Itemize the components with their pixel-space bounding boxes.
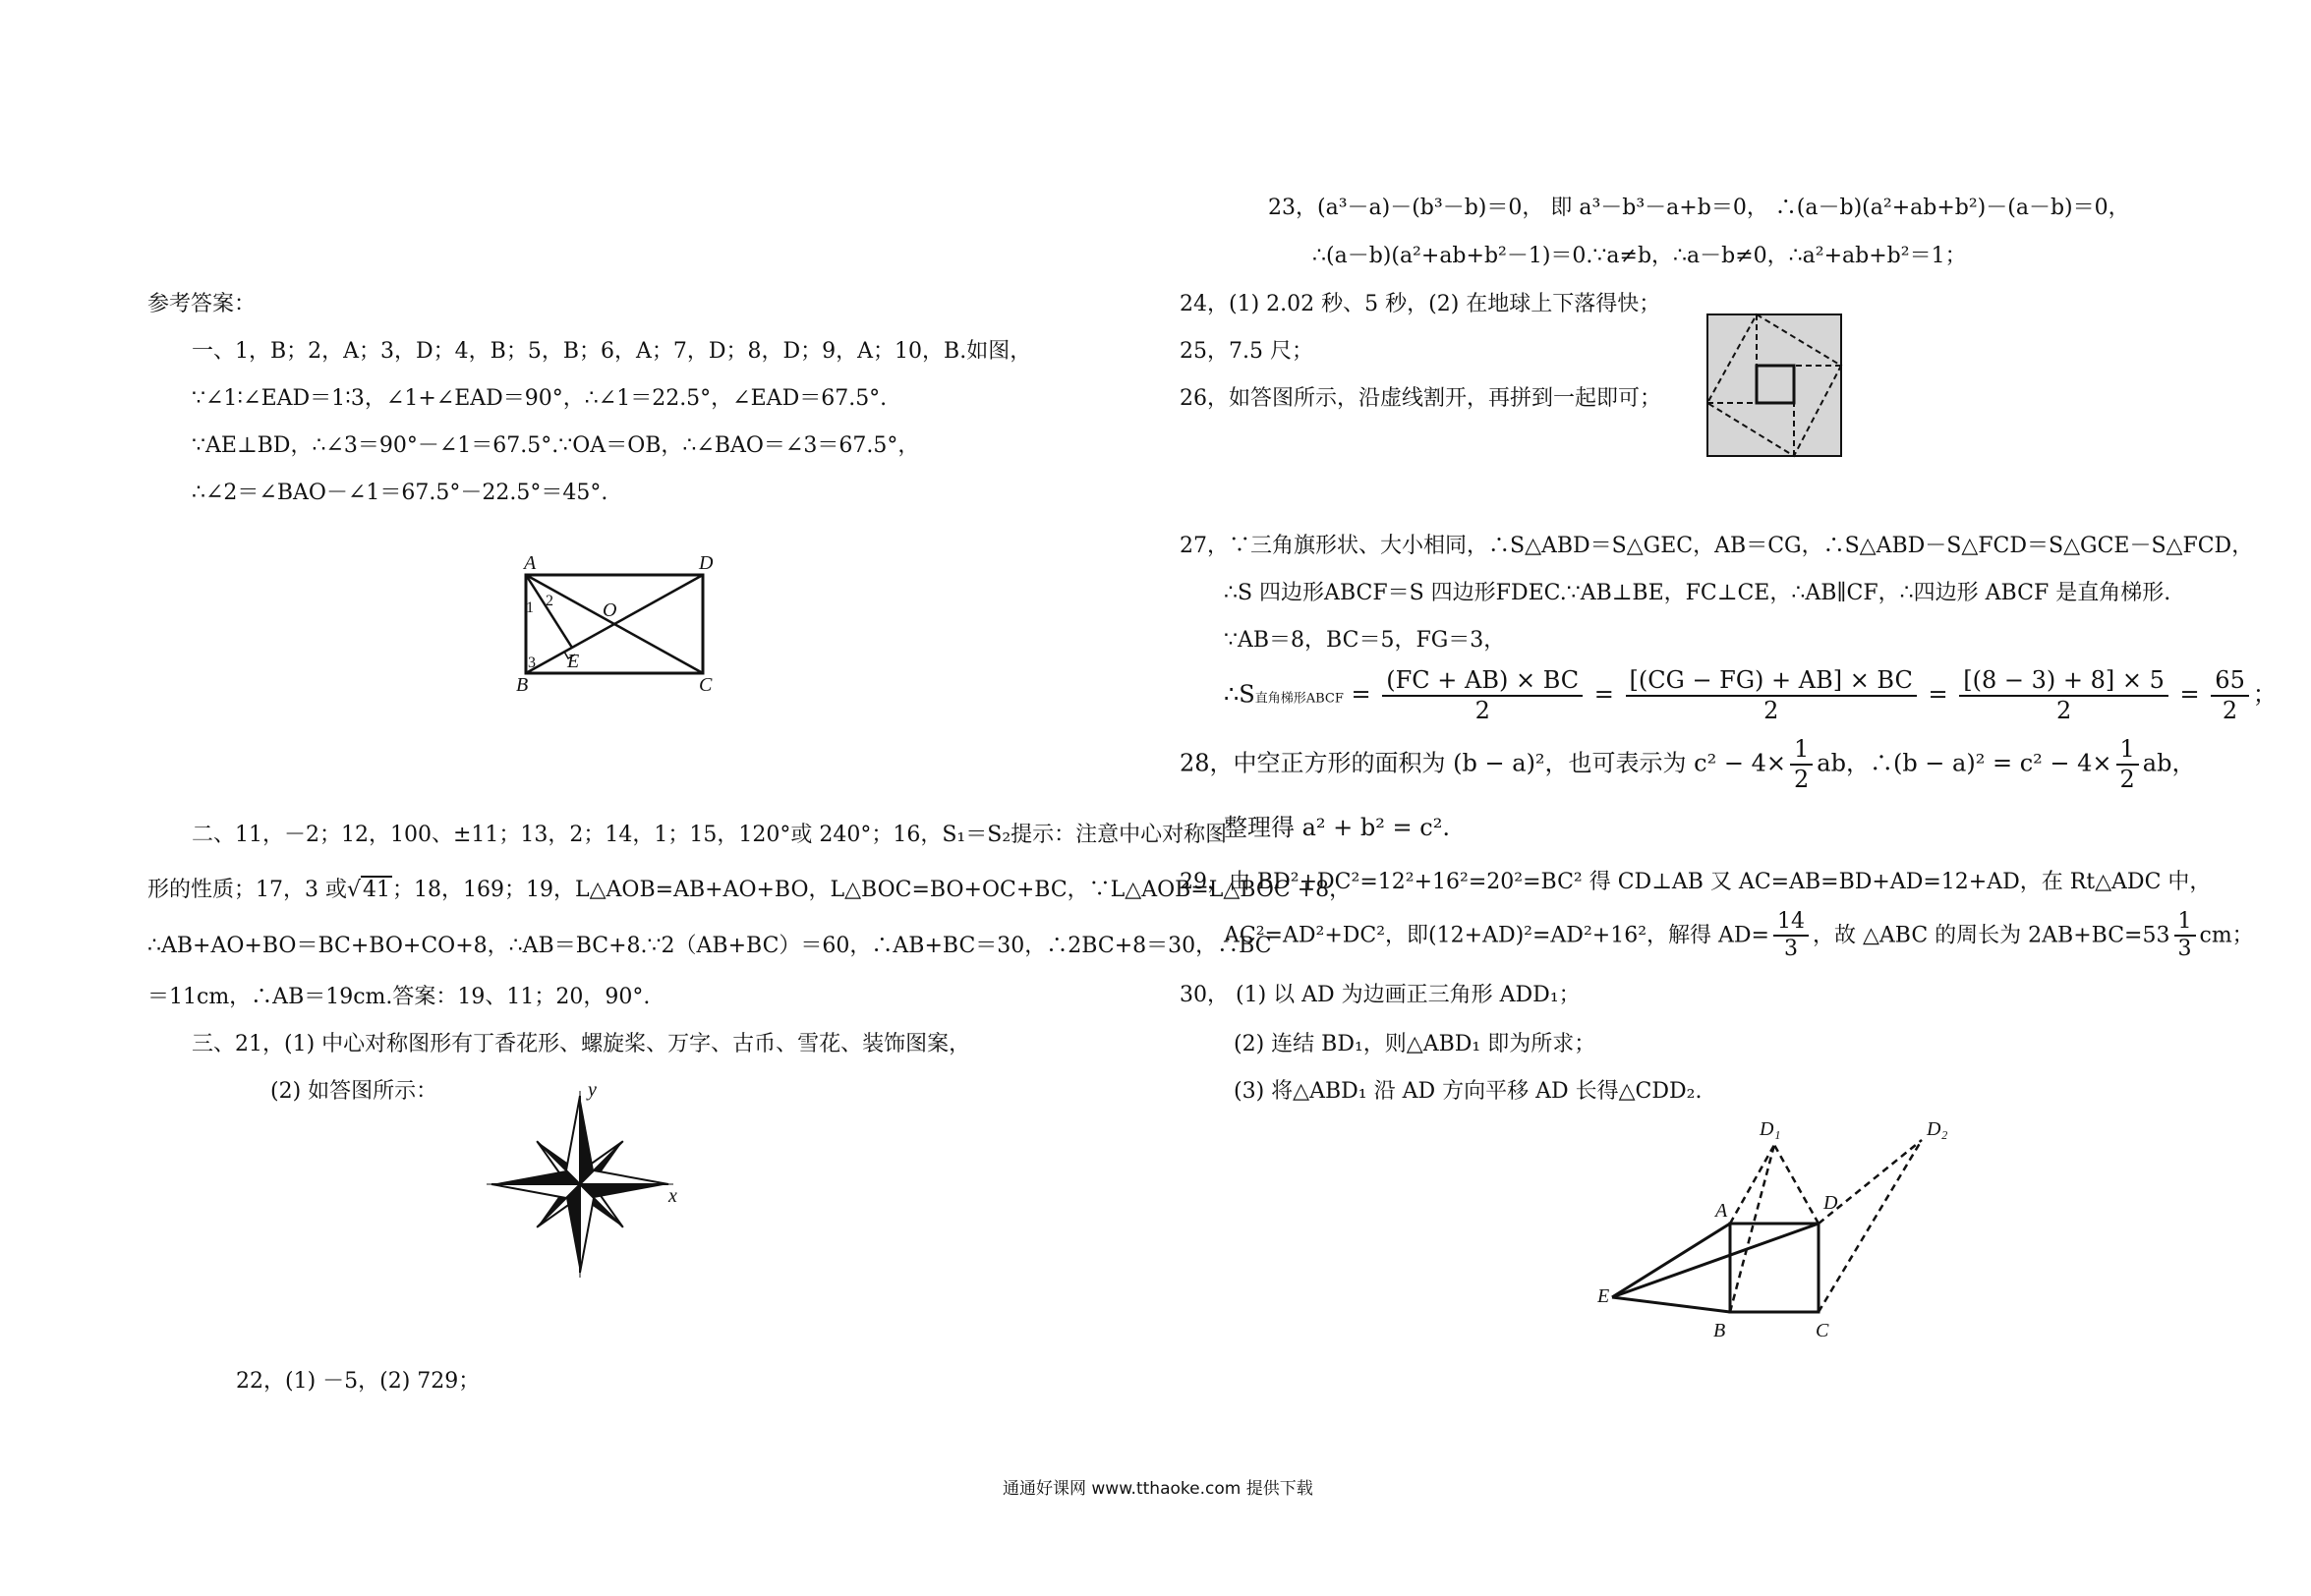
label-d: D <box>699 552 714 574</box>
q27-end: ； <box>2252 680 2277 709</box>
q29-mixed-den: 3 <box>2177 937 2192 962</box>
sec1-line1: 一、1，B；2，A；3，D；4，B；5，B；6，A；7，D；8，D；9，A；10，B.如图， <box>192 339 1032 364</box>
q29-line2 <box>1224 909 2254 963</box>
frac2-den: 2 <box>1763 696 1779 724</box>
q30-line2: (2) 连结 BD₁，则△ABD₁ 即为所求； <box>1234 1032 1596 1056</box>
axis-x-label: x <box>668 1185 677 1207</box>
q28-half1-num: 1 <box>1790 735 1813 766</box>
q29-part-b: ，故 △ABC 的周长为 2AB+BC=53 <box>1812 923 2170 948</box>
label-o: O <box>603 599 617 621</box>
frac1-num: (FC + AB) × BC <box>1382 666 1583 697</box>
q29-frac-num: 14 <box>1773 909 1809 937</box>
q28-part-c: ab， <box>2142 749 2196 777</box>
equilateral-triangle-figure <box>1597 1101 1951 1396</box>
segment-eb <box>1612 1297 1730 1312</box>
q23-line2: ∴(a－b)(a²+ab+b²－1)＝0.∵a≠b，∴a－b≠0，∴a²+ab+b²＝1； <box>1312 244 1967 268</box>
q28-part-b: ab，∴(b − a)² = c² − 4× <box>1817 749 2112 777</box>
rectangle-abcd-figure <box>506 545 722 703</box>
square-abcd <box>1730 1224 1819 1312</box>
q28-line2: 整理得 a² + b² = c². <box>1224 814 1450 841</box>
eq-sign-2: = <box>1593 680 1614 709</box>
eq-sign-4: = <box>2179 680 2200 709</box>
label-d-sub1: D₁ <box>1760 1118 1781 1140</box>
axis-y-label: y <box>588 1081 597 1101</box>
q27-subscript: 直角梯形ABCF <box>1254 691 1344 707</box>
outer-square <box>1707 314 1841 456</box>
label-d2: D <box>1823 1192 1838 1214</box>
label-2: 2 <box>546 593 553 609</box>
cut-square-figure <box>1705 313 1843 458</box>
dash-c-d2 <box>1819 1140 1922 1312</box>
label-e: E <box>567 651 580 672</box>
q29-mixed-num: 1 <box>2174 909 2196 937</box>
sec1-line2: ∵∠1∶∠EAD＝1∶3，∠1+∠EAD＝90°，∴∠1＝22.5°，∠EAD＝67.5°. <box>192 386 888 411</box>
q27-line3: ∵AB＝8，BC＝5，FG＝3， <box>1224 628 1506 653</box>
sec2-line2-a: 形的性质；17，3 或 <box>147 878 347 902</box>
q29-line1: 29，由 BD²+DC²=12²+16²=20²=BC² 得 CD⊥AB 又 AC=AB=BD+AD=12+AD，在 Rt△ADC 中， <box>1180 870 2212 894</box>
dash-d-d1 <box>1774 1145 1819 1224</box>
label-b2: B <box>1713 1320 1726 1341</box>
q27-line1: 27，∵三角旗形状、大小相同，∴S△ABD＝S△GEC，AB＝CG，∴S△ABD－S△FCD＝S△GCE－S△FCD， <box>1180 534 2254 558</box>
label-a: A <box>524 552 537 574</box>
label-1: 1 <box>526 599 534 616</box>
q27-prefix: ∴S <box>1224 680 1255 709</box>
q22-line: 22，(1) －5，(2) 729； <box>236 1369 481 1394</box>
q26-line: 26，如答图所示，沿虚线割开，再拼到一起即可； <box>1180 386 1661 411</box>
label-c2: C <box>1816 1320 1829 1341</box>
sec3-line2: (2) 如答图所示： <box>270 1079 438 1104</box>
sec2-line1: 二、11，－2；12，100、±11；13，2；14，1；15，120°或 240°；16，S₁＝S₂提示：注意中心对称图 <box>192 823 1228 847</box>
q30-line1: 30， (1) 以 AD 为边画正三角形 ADD₁； <box>1180 983 1581 1007</box>
q23-line1: 23，(a³－a)－(b³－b)＝0， 即 a³－b³－a+b＝0， ∴(a－b)(a²+ab+b²)－(a－b)＝0， <box>1268 196 2130 220</box>
compass-star-figure <box>477 1081 683 1287</box>
sec1-line3: ∵AE⊥BD，∴∠3＝90°－∠1＝67.5°.∵OA＝OB，∴∠BAO＝∠3＝67.5°， <box>192 433 920 458</box>
q28-half2-den: 2 <box>2119 765 2135 793</box>
footer-text: 通通好课网 www.tthaoke.com 提供下载 <box>1003 1479 1313 1499</box>
frac4-den: 2 <box>2222 696 2238 724</box>
sec3-line1: 三、21，(1) 中心对称图形有丁香花形、螺旋桨、万字、古币、雪花、装饰图案， <box>192 1032 971 1056</box>
q28-half2-num: 1 <box>2116 735 2139 766</box>
dash-a-d1 <box>1730 1145 1774 1224</box>
sec2-line2-b: ；18，169；19，L△AOB=AB+AO+BO，L△BOC=BO+OC+BC，∵L△AOB=L△BOC +8， <box>392 878 1352 902</box>
q29-part-c: cm； <box>2199 923 2254 948</box>
q25-line: 25，7.5 尺； <box>1180 339 1313 364</box>
eq-sign-3: = <box>1928 680 1948 709</box>
frac3-den: 2 <box>2055 696 2072 724</box>
q29-frac-den: 3 <box>1783 937 1798 962</box>
q24-line: 24，(1) 2.02 秒、5 秒，(2) 在地球上下落得快； <box>1180 292 1661 316</box>
sqrt-symbol: √ <box>347 878 362 902</box>
label-b: B <box>516 674 529 696</box>
q27-line2: ∴S 四边形ABCF＝S 四边形FDEC.∵AB⊥BE，FC⊥CE，∴AB∥CF，∴四边形 ABCF 是直角梯形. <box>1224 581 2171 605</box>
label-a2: A <box>1715 1200 1728 1222</box>
dash-b-d1 <box>1730 1145 1774 1312</box>
q27-line4 <box>1224 666 2277 725</box>
q29-part-a: AC²=AD²+DC²，即(12+AD)²=AD²+16²，解得 AD= <box>1224 923 1769 948</box>
frac1-den: 2 <box>1474 696 1490 724</box>
sec2-line3: ∴AB+AO+BO＝BC+BO+CO+8，∴AB＝BC+8.∵2（AB+BC）＝60，∴AB+BC＝30，∴2BC+8＝30，∴BC <box>147 934 1272 958</box>
label-d-sub2: D₂ <box>1927 1118 1948 1140</box>
q30-line3: (3) 将△ABD₁ 沿 AD 方向平移 AD 长得△CDD₂. <box>1234 1079 1703 1104</box>
sec2-line4: ＝11cm，∴AB＝19cm.答案：19、11；20，90°. <box>147 985 651 1009</box>
segment-ed <box>1612 1224 1819 1297</box>
frac3-num: [(8 − 3) + 8] × 5 <box>1959 666 2168 697</box>
label-3: 3 <box>528 655 536 671</box>
label-e2: E <box>1597 1285 1610 1307</box>
q28-line1 <box>1180 735 2195 794</box>
sqrt-radicand: 41 <box>363 878 391 902</box>
sec2-line2 <box>147 878 1351 903</box>
q28-part-a: 28，中空正方形的面积为 (b − a)²，也可表示为 c² − 4× <box>1180 749 1786 777</box>
label-c: C <box>699 674 713 696</box>
frac2-num: [(CG − FG) + AB] × BC <box>1626 666 1917 697</box>
q28-half1-den: 2 <box>1794 765 1810 793</box>
eq-sign-1: = <box>1351 680 1371 709</box>
sec1-line4: ∴∠2＝∠BAO－∠1＝67.5°－22.5°＝45°. <box>192 481 608 505</box>
frac4-num: 65 <box>2211 666 2249 697</box>
answers-heading: 参考答案： <box>147 292 257 316</box>
